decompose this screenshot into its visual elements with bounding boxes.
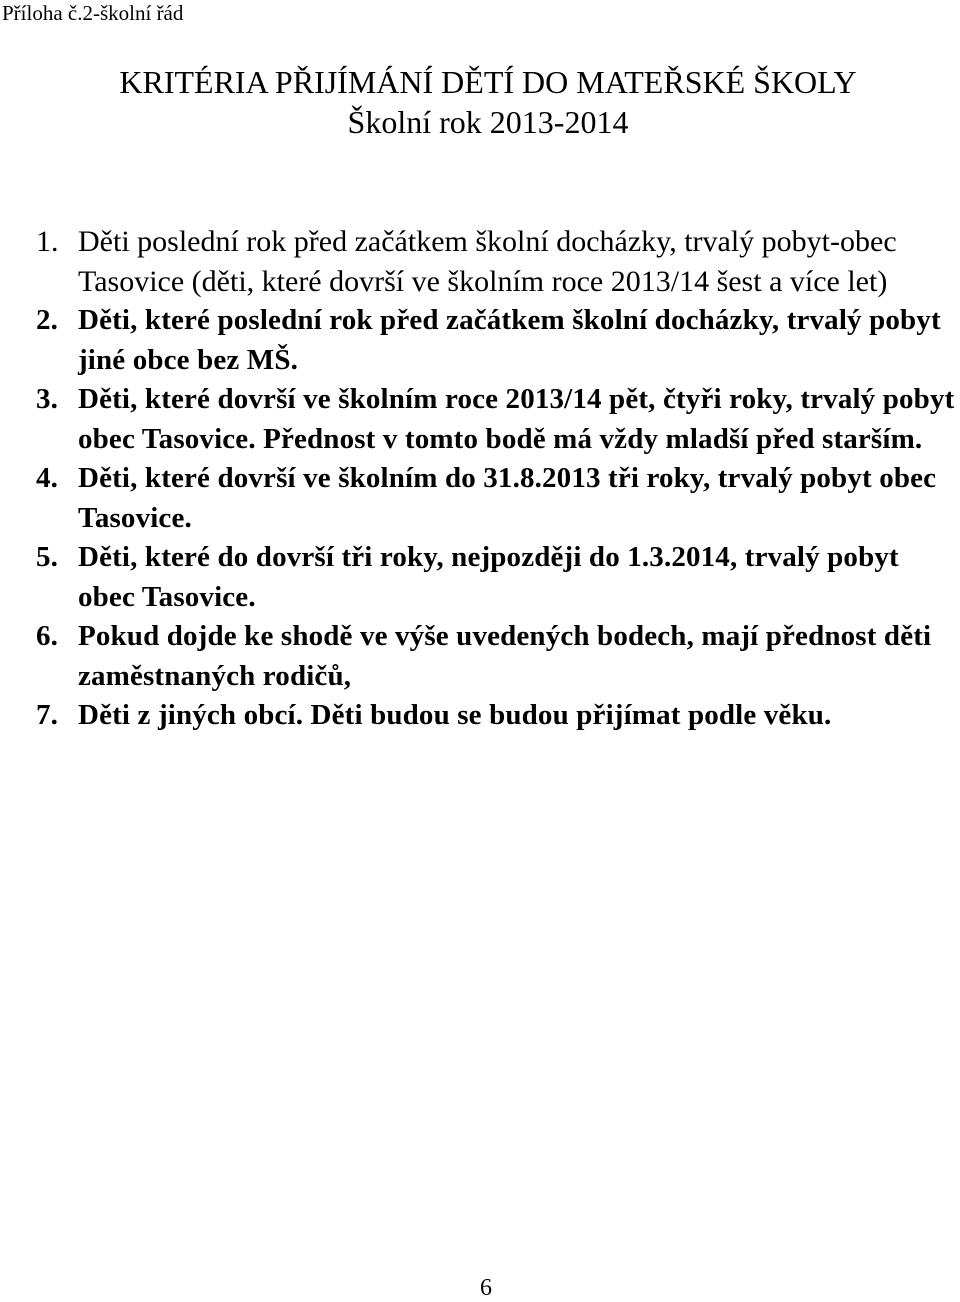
- page-number: 6: [480, 1275, 492, 1301]
- criterion-text: Děti, které do dovrší tři roky, nejpozději do 1.3.2014, trvalý pobyt obec Tasovice.: [78, 541, 899, 613]
- criterion-number: 1.: [36, 225, 59, 258]
- criterion-number: 5.: [36, 541, 59, 573]
- criterion-number: 3.: [36, 383, 59, 415]
- criterion-text: Děti, které dovrší ve školním do 31.8.2013 tři roky, trvalý pobyt obec Tasovice.: [78, 462, 937, 534]
- annex-label: Příloha č.2-školní řád: [2, 1, 184, 25]
- criterion-3: [36, 380, 960, 459]
- criterion-2: [36, 301, 960, 380]
- criterion-1: [36, 222, 960, 301]
- criterion-5: [36, 538, 960, 617]
- criterion-text: Pokud dojde ke shodě ve výše uvedených bodech, mají přednost děti zaměstnaných rodičů,: [78, 620, 932, 692]
- criterion-number: 7.: [36, 699, 59, 731]
- criterion-text: Děti poslední rok před začátkem školní docházky, trvalý pobyt-obec Tasovice (děti, které dovrší ve školním roce 2013/14 šest a více let): [78, 225, 897, 298]
- document-title: KRITÉRIA PŘIJÍMÁNÍ DĚTÍ DO MATEŘSKÉ ŠKOLY: [119, 64, 857, 100]
- criterion-4: [36, 459, 960, 538]
- criterion-number: 2.: [36, 304, 59, 336]
- school-year-subtitle: Školní rok 2013-2014: [347, 104, 629, 140]
- criterion-text: Děti, které poslední rok před začátkem školní docházky, trvalý pobyt jiné obce bez MŠ.: [78, 304, 941, 376]
- criterion-number: 6.: [36, 620, 59, 652]
- criterion-6: [36, 617, 960, 696]
- criterion-number: 4.: [36, 462, 59, 494]
- admission-criteria-list: [36, 222, 960, 736]
- criterion-text: Děti z jiných obcí. Děti budou se budou přijímat podle věku.: [78, 699, 832, 731]
- criterion-7: [36, 696, 960, 736]
- criterion-text: Děti, které dovrší ve školním roce 2013/14 pět, čtyři roky, trvalý pobyt obec Tasovice. Přednost v tomto bodě má vždy mladší před starším.: [78, 383, 955, 455]
